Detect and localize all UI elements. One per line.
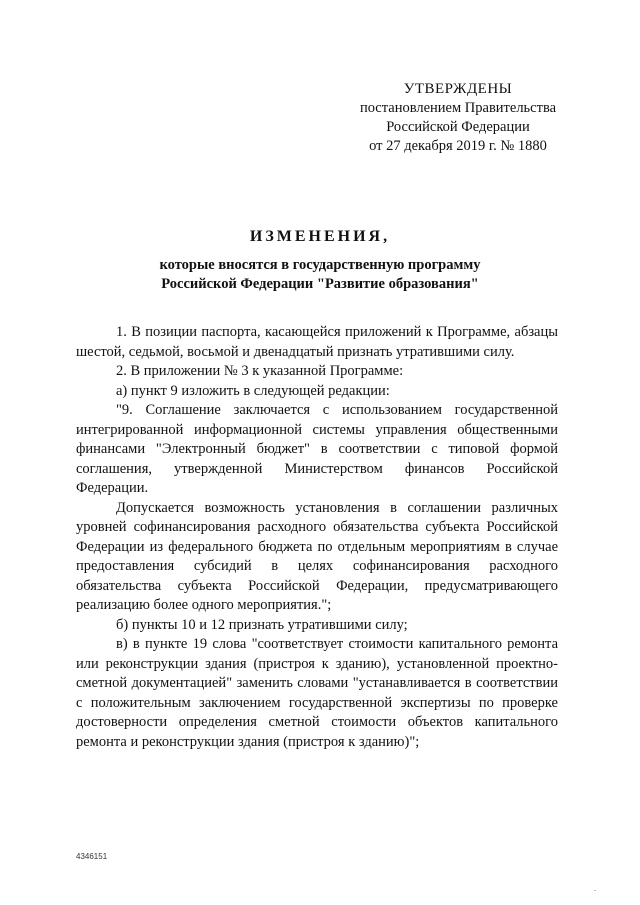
title-main: ИЗМЕНЕНИЯ, bbox=[249, 228, 391, 245]
approval-stamp bbox=[338, 80, 578, 156]
paragraph: 2. В приложении № 3 к указанной Программе: bbox=[116, 363, 404, 379]
approval-line-2: Российской Федерации bbox=[386, 119, 530, 135]
approval-date-number: от 27 декабря 2019 г. № 1880 bbox=[369, 138, 547, 154]
title-subtitle-line-2: Российской Федерации "Развитие образования" bbox=[161, 276, 479, 292]
edge-mark: . bbox=[594, 884, 596, 893]
paragraph: Допускается возможность установления в соглашении различных уровней софинансирования расходного обязательства субъекта Российской Федерации из федерального бюджета по отдельным мероприятиям в случае предоставления субсидий в целях софинансирования расходного обязательства субъекта Российской Федерации, предусматривающего реализацию более одного мероприятия."; bbox=[76, 499, 558, 613]
approval-line-1: постановлением Правительства bbox=[359, 100, 557, 116]
document-title bbox=[80, 228, 560, 294]
paragraph: б) пункты 10 и 12 признать утратившими силу; bbox=[116, 616, 408, 633]
paragraph: в) в пункте 19 слова "соответствует стоимости капитального ремонта или реконструкции здания (пристроя к зданию), установленной проектно-сметной документацией" заменить словами "устанавливается в соответствии с положительным заключением государственной экспертизы по проверке достоверности определения сметной стоимости объектов капитального ремонта и реконструкции здания (пристроя к зданию)"; bbox=[76, 636, 558, 750]
paragraph: а) пункт 9 изложить в следующей редакции: bbox=[116, 382, 390, 399]
paragraph: "9. Соглашение заключается с использованием государственной интегрированной информационной системы управления общественными финансами "Электронный бюджет" в соответствии с типовой формой соглашения, утвержденной Министерством финансов Российской Федерации. bbox=[76, 402, 558, 496]
document-body bbox=[76, 323, 558, 752]
document-code: 4346151 bbox=[76, 852, 108, 861]
approved-heading: УТВЕРЖДЕНЫ bbox=[403, 81, 513, 97]
paragraph: 1. В позиции паспорта, касающейся приложений к Программе, абзацы шестой, седьмой, восьмой и двенадцатый признать утратившими силу. bbox=[76, 324, 558, 360]
title-subtitle-line-1: которые вносятся в государственную программу bbox=[159, 257, 481, 273]
